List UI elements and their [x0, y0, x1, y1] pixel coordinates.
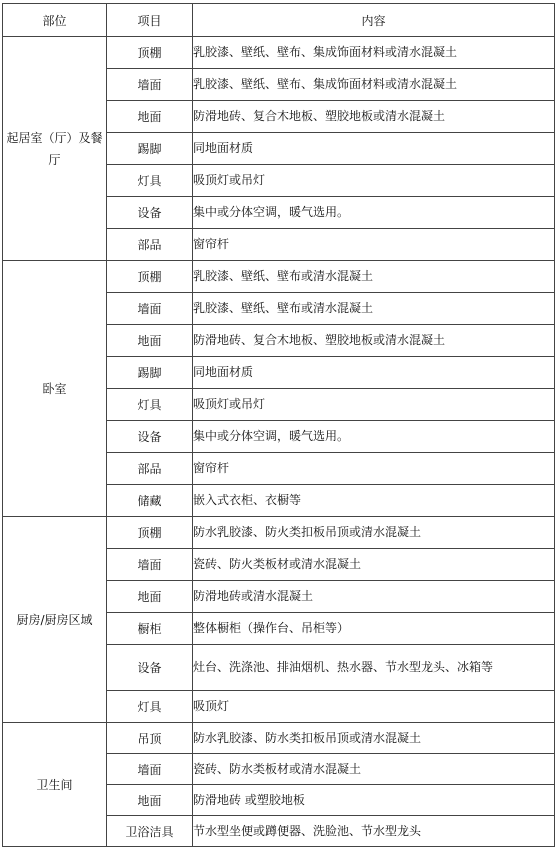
section-kitchen: 厨房/厨房区域 [3, 517, 107, 723]
row-content: 乳胶漆、壁纸、壁布、集成饰面材料或清水混凝土 [193, 69, 555, 101]
row-item: 灯具 [107, 691, 193, 723]
row-item: 踢脚 [107, 133, 193, 165]
section-bedroom: 卧室 [3, 261, 107, 517]
row-content: 防滑地砖或清水混凝土 [193, 581, 555, 613]
table-row [3, 723, 555, 754]
row-content: 灶台、洗涤池、排油烟机、热水器、节水型龙头、冰箱等 [193, 645, 555, 691]
row-item: 卫浴洁具 [107, 816, 193, 847]
row-content: 整体橱柜（操作台、吊柜等） [193, 613, 555, 645]
row-item: 灯具 [107, 165, 193, 197]
row-item: 墙面 [107, 293, 193, 325]
row-item: 设备 [107, 645, 193, 691]
row-content: 吸顶灯或吊灯 [193, 389, 555, 421]
row-content: 防滑地砖 或塑胶地板 [193, 785, 555, 816]
row-content: 乳胶漆、壁纸、壁布或清水混凝土 [193, 261, 555, 293]
row-item: 踢脚 [107, 357, 193, 389]
row-item: 灯具 [107, 389, 193, 421]
row-content: 吸顶灯 [193, 691, 555, 723]
row-content: 防水乳胶漆、防火类扣板吊顶或清水混凝土 [193, 517, 555, 549]
row-item: 部品 [107, 453, 193, 485]
row-item: 墙面 [107, 69, 193, 101]
row-item: 墙面 [107, 754, 193, 785]
row-item: 地面 [107, 325, 193, 357]
row-content: 同地面材质 [193, 357, 555, 389]
header-content: 内容 [193, 4, 555, 37]
row-content: 同地面材质 [193, 133, 555, 165]
row-item: 墙面 [107, 549, 193, 581]
row-item: 地面 [107, 581, 193, 613]
row-content: 瓷砖、防火类板材或清水混凝土 [193, 549, 555, 581]
row-content: 吸顶灯或吊灯 [193, 165, 555, 197]
header-section: 部位 [3, 4, 107, 37]
row-item: 地面 [107, 785, 193, 816]
row-content: 嵌入式衣柜、衣橱等 [193, 485, 555, 517]
row-content: 防滑地砖、复合木地板、塑胶地板或清水混凝土 [193, 325, 555, 357]
table-row [3, 261, 555, 293]
row-content: 瓷砖、防水类板材或清水混凝土 [193, 754, 555, 785]
row-item: 吊顶 [107, 723, 193, 754]
row-content: 乳胶漆、壁纸、壁布或清水混凝土 [193, 293, 555, 325]
table-row [3, 517, 555, 549]
row-content: 集中或分体空调，暖气选用。 [193, 197, 555, 229]
row-content: 防滑地砖、复合木地板、塑胶地板或清水混凝土 [193, 101, 555, 133]
row-content: 集中或分体空调，暖气选用。 [193, 421, 555, 453]
header-row [3, 4, 555, 37]
row-item: 设备 [107, 421, 193, 453]
row-content: 防水乳胶漆、防水类扣板吊顶或清水混凝土 [193, 723, 555, 754]
decoration-spec-table [2, 3, 555, 847]
section-bathroom: 卫生间 [3, 723, 107, 847]
row-content: 节水型坐便或蹲便器、洗脸池、节水型龙头 [193, 816, 555, 847]
row-item: 顶棚 [107, 261, 193, 293]
row-content: 窗帘杆 [193, 229, 555, 261]
table-row [3, 37, 555, 69]
row-item: 橱柜 [107, 613, 193, 645]
header-item: 项目 [107, 4, 193, 37]
row-item: 部品 [107, 229, 193, 261]
section-living-dining: 起居室（厅）及餐厅 [3, 37, 107, 261]
row-item: 顶棚 [107, 517, 193, 549]
row-item: 设备 [107, 197, 193, 229]
row-content: 乳胶漆、壁纸、壁布、集成饰面材料或清水混凝土 [193, 37, 555, 69]
row-item: 储藏 [107, 485, 193, 517]
row-item: 顶棚 [107, 37, 193, 69]
row-item: 地面 [107, 101, 193, 133]
row-content: 窗帘杆 [193, 453, 555, 485]
